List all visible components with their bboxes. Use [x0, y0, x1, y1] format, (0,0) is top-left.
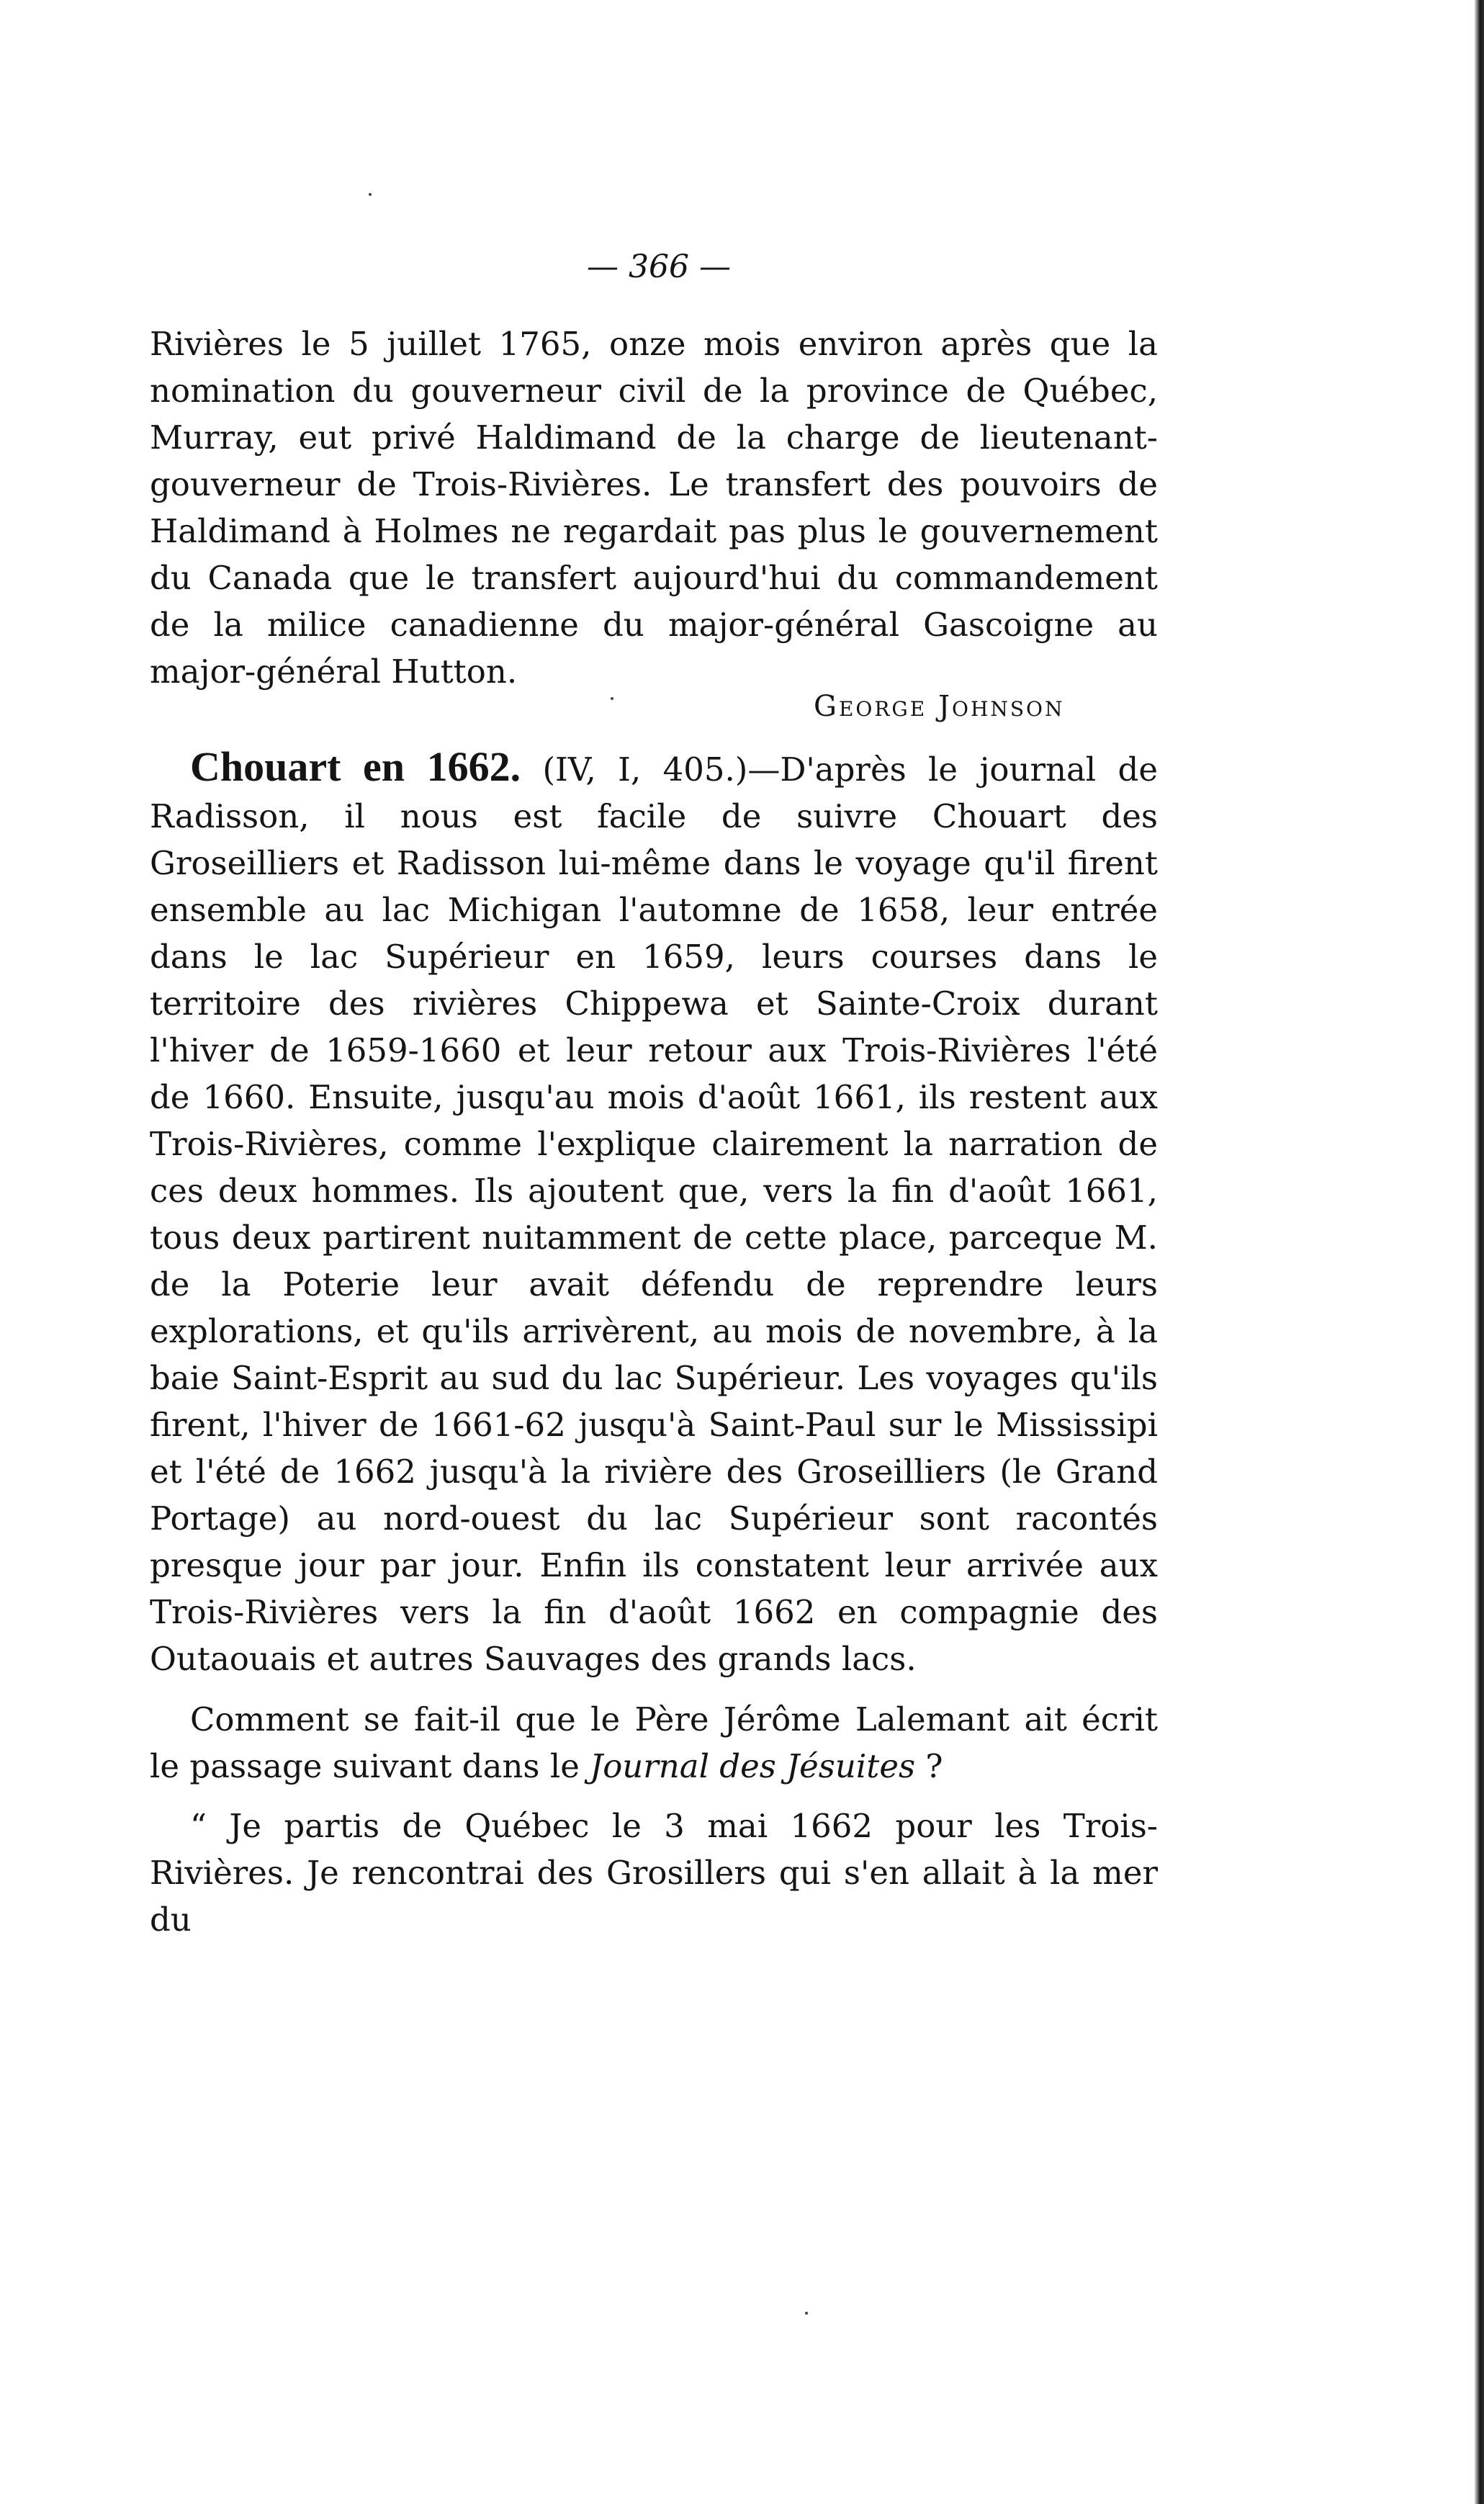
- question-end: ?: [915, 1747, 943, 1785]
- section-body: —D'après le journal de Radisson, il nous est facile de suivre Chouart des Groseilliers et Radisson lui-même dans le voyage qu'il firent ensemble au lac Michigan l'automne de 1658, leur entrée dans le lac Supérieur en 1659, leurs courses dans le territoire des rivières Chippewa et Sainte-Croix durant l'hiver de 1659-1660 et leur retour aux Trois-Rivières l'été de 1660. Ensuite, jusqu'au mois d'août 1661, ils restent aux Trois-Rivières, comme l'explique clairement la narration de ces deux hommes. Ils ajoutent que, vers la fin d'août 1661, tous deux partirent nuitamment de cette place, parceque M. de la Poterie leur avait défendu de reprendre leurs explorations, et qu'ils arrivèrent, au mois de novembre, à la baie Saint-Esprit au sud du lac Supérieur. Les voyages qu'ils firent, l'hiver de 1661-62 jusqu'à Saint-Paul sur le Mississipi et l'été de 1662 jusqu'à la rivière des Groseilliers (le Grand Portage) au nord-ouest du lac Supérieur sont racontés presque jour par jour. Enfin ils constatent leur arrivée aux Trois-Rivières vers la fin d'août 1662 en compagnie des Outaouais et autres Sauvages des grands lacs.: [150, 750, 1158, 1678]
- paper-speck: [805, 2312, 808, 2315]
- question-text: Comment se fait-il que le Père Jérôme Lalemant ait écrit le passage suivant dans le: [150, 1700, 1158, 1785]
- paper-speck: [369, 193, 372, 196]
- quote-paragraph: “ Je partis de Québec le 3 mai 1662 pour les Trois-Rivières. Je rencontrai des Grosillers qui s'en allait à la mer du: [150, 1807, 1158, 1939]
- section-heading: Chouart en 1662.: [190, 743, 521, 790]
- author-signature: George Johnson: [814, 690, 1065, 723]
- intro-paragraph: Rivières le 5 juillet 1765, onze mois environ après que la nomination du gouverneur civil de la province de Québec, Murray, eut privé Haldimand de la charge de lieutenant-gouverneur de Trois-Rivières. Le transfert des pouvoirs de Haldimand à Holmes ne regardait pas plus le gouvernement du Canada que le transfert aujourd'hui du commandement de la milice canadienne du major-général Gascoigne au major-général Hutton.: [150, 325, 1158, 691]
- journal-title: Journal des Jésuites: [590, 1747, 916, 1785]
- section-paragraph: [150, 743, 1158, 1682]
- page-number: — 366 —: [587, 248, 731, 285]
- question-paragraph: [150, 1696, 1158, 1790]
- page-edge-shadow: [1474, 0, 1484, 2504]
- section-reference: (IV, I, 405.): [521, 750, 748, 789]
- paper-speck: [611, 697, 613, 700]
